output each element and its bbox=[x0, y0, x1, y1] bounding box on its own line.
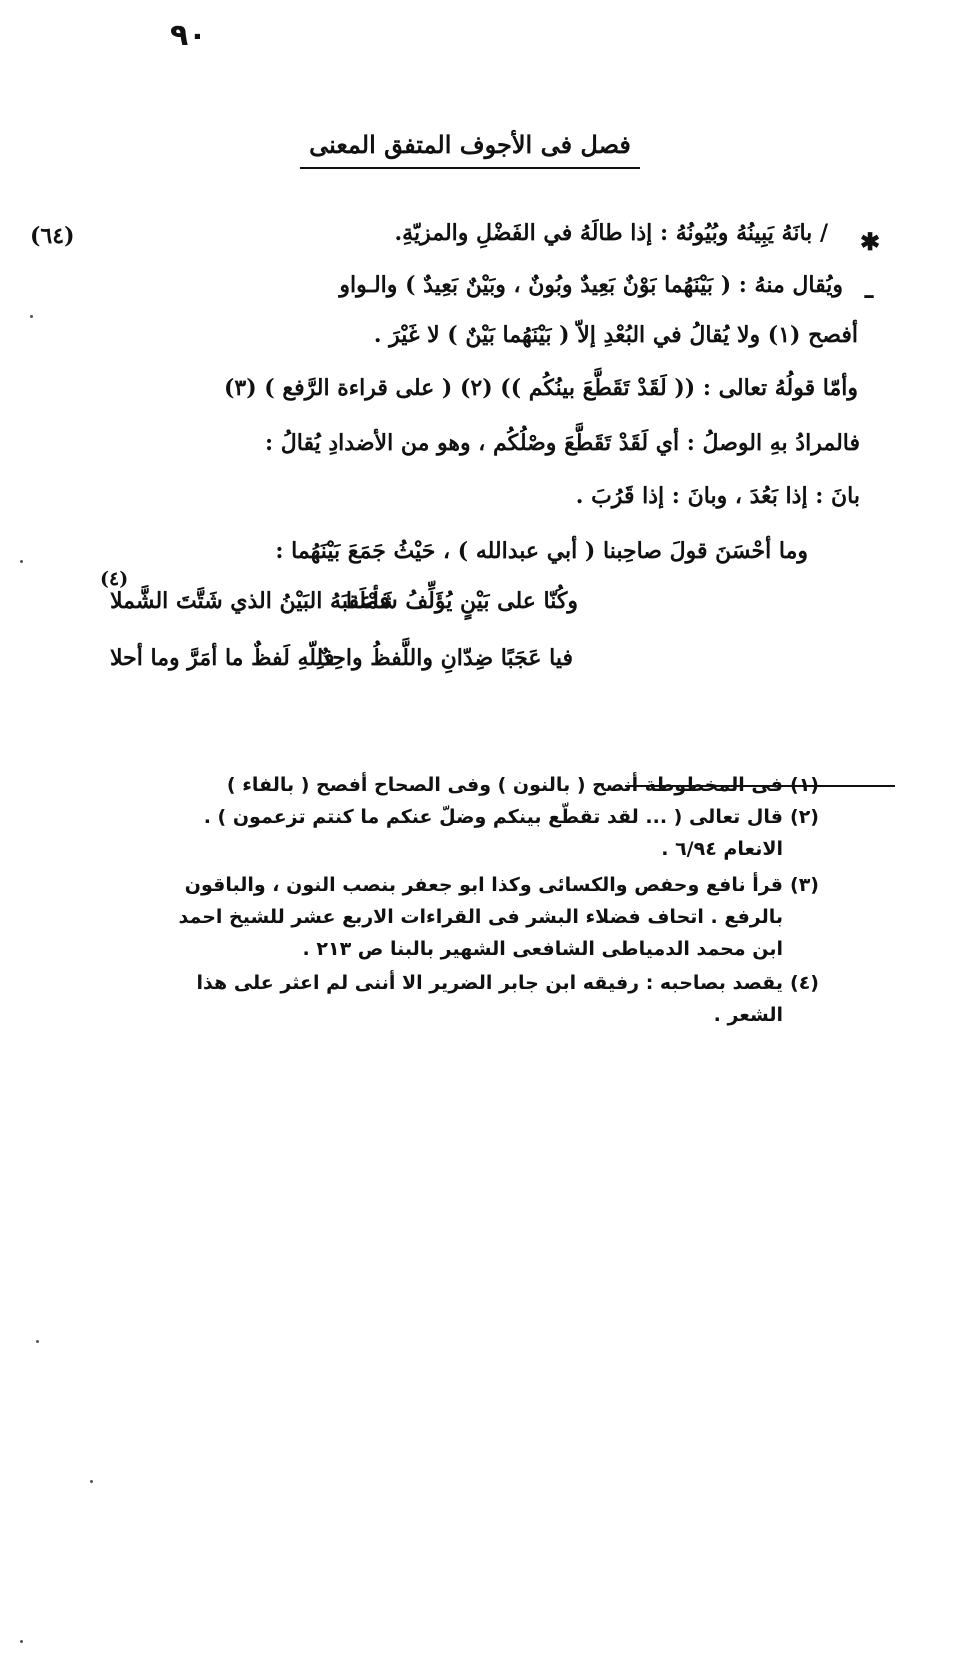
footnote-1-number: (١) bbox=[790, 774, 819, 796]
footnote-3-text-line-2: بالرفع . اتحاف فضلاء البشر فى القراءات الاربع عشر للشيخ احمد bbox=[178, 906, 783, 928]
verse-2-hemistich-left: فلِلّهِ لَفظٌ ما أمَرَّ وما أحلا bbox=[110, 645, 335, 671]
margin-reference: (٦٤) bbox=[30, 223, 75, 249]
scan-speck bbox=[90, 1480, 93, 1483]
body-line-2: ويُقال منهُ : ( بَيْنَهُما بَوْنٌ بَعِيدٌ وبُونٌ ، وبَيْنٌ بَعِيدٌ ) والـواو bbox=[339, 272, 843, 298]
scan-speck bbox=[30, 315, 33, 318]
footnote-3-number: (٣) bbox=[790, 874, 819, 896]
scan-speck bbox=[36, 1340, 39, 1343]
footnote-1-text: فى المخطوطة أنصح ( بالنون ) وفى الصحاح أفصح ( بالفاء ) bbox=[226, 774, 783, 796]
footnote-3-text-line-1: قرأ نافع وحفص والكسائى وكذا ابو جعفر بنصب النون ، والباقون bbox=[184, 874, 783, 896]
body-line-7: وما أحْسَنَ قولَ صاحِبنا ( أبي عبدالله ) ، حَيْثُ جَمَعَ بَيْنَهُما : bbox=[275, 538, 808, 564]
footnote-2-text-line-2: الانعام ٦/٩٤ . bbox=[661, 838, 783, 860]
dash-marker: – bbox=[863, 280, 875, 309]
scan-speck bbox=[20, 560, 23, 563]
body-line-1: / بانَهُ يَبِينُهُ وبُيُونُهُ : إذا طالَهُ في الفَضْلِ والمزيّةِ. bbox=[394, 220, 828, 246]
footnote-3-text-line-3: ابن محمد الدمياطى الشافعى الشهير بالبنا ص ٢١٣ . bbox=[302, 938, 783, 960]
star-marker: ✱ bbox=[860, 227, 881, 256]
body-line-5: فالمرادُ بهِ الوصلُ : أي لَقَدْ تَقَطَّعَ وصْلُكُم ، وهو من الأضدادِ يُقالُ : bbox=[265, 430, 860, 456]
scan-speck bbox=[20, 1640, 23, 1643]
body-line-6: بانَ : إذا بَعُدَ ، وبانَ : إذا قَرُبَ . bbox=[575, 483, 860, 509]
verse-1-hemistich-right: وكُنّا على بَيْنٍ يُؤَلِّفُ شَمْلَنا bbox=[345, 588, 578, 614]
footnote-4-number: (٤) bbox=[790, 972, 819, 994]
verse-2-hemistich-right: فيا عَجَبًا ضِدّانِ واللَّفظُ واحِدٌ bbox=[320, 645, 573, 671]
footnote-4-text-line-2: الشعر . bbox=[713, 1004, 783, 1026]
footnote-2-text-line-1: قال تعالى ( ... لقد تقطّع بينكم وضلّ عنكم ما كنتم تزعمون ) . bbox=[203, 806, 783, 828]
verse-1-hemistich-left: فأعقبَهُ البَيْنُ الذي شَتَّتَ الشَّملا bbox=[110, 588, 390, 614]
section-heading: فصل فى الأجوف المتفق المعنى bbox=[300, 130, 640, 169]
verse-reference: (٤) bbox=[100, 568, 129, 590]
footnote-4-text-line-1: يقصد بصاحبه : رفيقه ابن جابر الضرير الا أننى لم اعثر على هذا bbox=[196, 972, 783, 994]
footnote-2-number: (٢) bbox=[790, 806, 819, 828]
body-line-3: أفصح (١) ولا يُقالُ في البُعْدِ إلاّ ( بَيْنَهُما بَيْنٌ ) لا غَيْرَ . bbox=[373, 322, 858, 348]
page-number: ٩٠ bbox=[170, 18, 207, 53]
body-line-4: وأمّا قولُهُ تعالى : (( لَقَدْ تَقَطَّعَ بينُكُم )) (٢) ( على قراءة الرَّفع ) (٣) bbox=[223, 375, 858, 401]
